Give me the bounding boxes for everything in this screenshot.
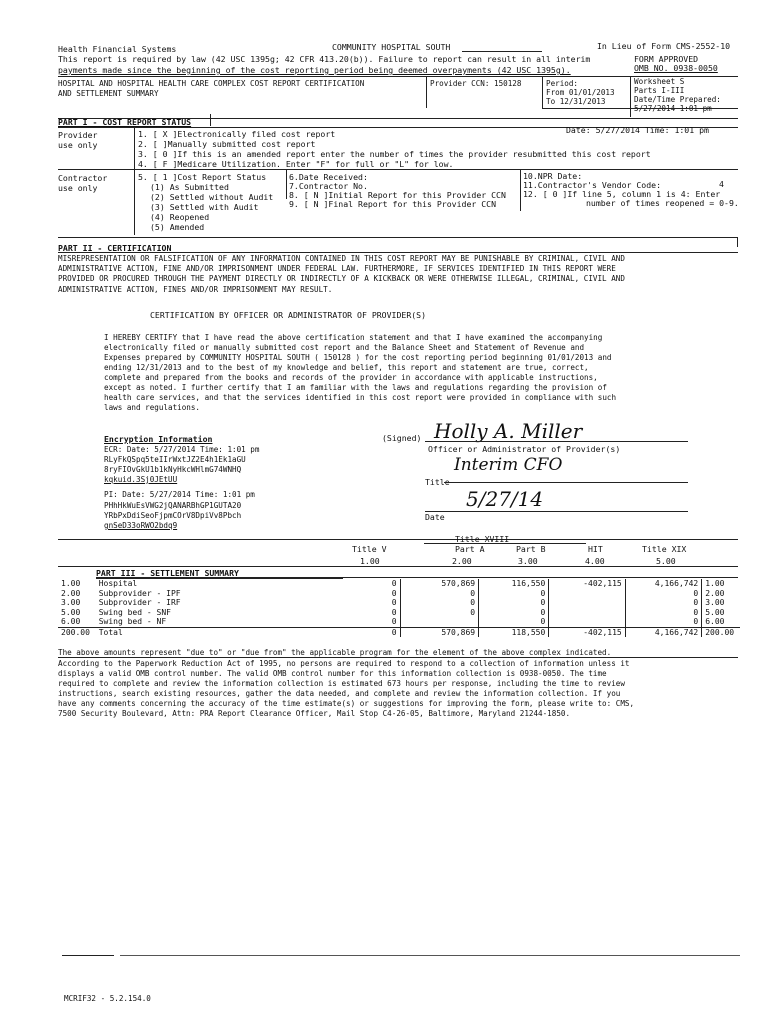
status-line-3: 3. [ 0 ]If this is an amended report enter the number of times the provider resubmitted this cost report	[138, 149, 651, 159]
cell-hit	[549, 598, 625, 608]
contractor-use-label-1: Contractor	[58, 173, 108, 183]
cell-hit	[549, 589, 625, 599]
contractor-line-12a: 12. [ 0 ]If line 5, column 1 is 4: Enter	[523, 189, 721, 199]
status-option-3: (3) Settled with Audit	[150, 202, 259, 212]
col-header-title-v: Title V	[352, 544, 387, 554]
cell-hit: -402,115	[549, 627, 625, 637]
contractor-line-7: 7.Contractor No.	[289, 181, 368, 191]
cell-title-xix: 0	[625, 608, 701, 618]
col-number-3: 3.00	[518, 556, 538, 566]
software-version: MCRIF32 - 5.2.154.0	[64, 994, 151, 1003]
authority-line-2: payments made since the beginning of the cost reporting period being deemed overpayments (42 USC 1395g).	[58, 65, 571, 75]
status-option-1: (1) As Submitted	[150, 182, 229, 192]
ecr-line: ECR: Date: 5/27/2014 Time: 1:01 pm	[104, 445, 260, 454]
ecr-code-3: kqkuid.3Sj0JEtUU	[104, 475, 178, 484]
part1-heading: PART I - COST REPORT STATUS	[58, 117, 192, 127]
cell-hit	[549, 617, 625, 627]
org-name: Health Financial Systems	[58, 44, 177, 54]
divider	[462, 51, 542, 52]
cell-hit	[549, 608, 625, 618]
period-from: From 01/01/2013	[546, 88, 615, 97]
cell-title-xix: 4,166,742	[625, 579, 701, 589]
ecr-code-1: RLyFkQSpq5teIIrWxtJZ2E4h1Ek1aGU	[104, 455, 246, 464]
cert-line-8: laws and regulations.	[104, 403, 201, 412]
period-to: To 12/31/2013	[546, 97, 606, 106]
footer-rule	[62, 955, 114, 956]
row-number-right: 6.00	[705, 617, 725, 626]
contractor-line-8: 8. [ N ]Initial Report for this Provider CCN	[289, 190, 506, 200]
cell-part-a: 0	[400, 598, 479, 608]
row-number-right: 2.00	[705, 588, 725, 598]
row-label: Subprovider - IPF	[98, 588, 181, 598]
status-line-4: 4. [ F ]Medicare Utilization. Enter "F" for full or "L" for low.	[138, 159, 454, 169]
status-line-1: 1. [ X ]Electronically filed cost report	[138, 129, 336, 139]
line-number: 2.00	[61, 588, 81, 598]
form-reference: In Lieu of Form CMS-2552-10	[597, 41, 731, 51]
table-row	[58, 627, 740, 637]
cell-title-v: 0	[343, 598, 400, 608]
settlement-table	[58, 578, 740, 637]
cert-line-2: electronically filed or manually submitted cost report and the Balance Sheet and Statement of Revenue and	[104, 343, 585, 352]
part2-heading: PART II - CERTIFICATION	[58, 243, 172, 253]
cert-line-1: I HEREBY CERTIFY that I have read the above certification statement and that I have examined the accompanying	[104, 333, 603, 342]
report-title-1: HOSPITAL AND HOSPITAL HEALTH CARE COMPLEX COST REPORT CERTIFICATION	[58, 79, 365, 88]
col-number-4: 4.00	[585, 556, 605, 566]
certification-title: CERTIFICATION BY OFFICER OR ADMINISTRATOR OF PROVIDER(S)	[150, 310, 427, 320]
warning-line-4: ADMINISTRATIVE ACTION, FINES AND/OR IMPRISONMENT MAY RESULT.	[58, 285, 333, 294]
divider	[424, 543, 586, 544]
paperwork-line-2: displays a valid OMB control number. The valid OMB control number for this information collection is 0938-0050. The time	[58, 669, 607, 678]
divider	[58, 237, 738, 238]
cell-title-xix: 0	[625, 617, 701, 627]
officer-label: Officer or Administrator of Provider(s)	[428, 444, 621, 454]
date-label: Date	[425, 512, 445, 522]
cell-title-v: 0	[343, 627, 400, 637]
row-label: Total	[98, 627, 123, 637]
signed-label: (Signed)	[382, 433, 422, 443]
date-handwritten: 5/27/14	[466, 487, 544, 511]
cell-part-b: 0	[479, 598, 549, 608]
divider	[542, 108, 738, 109]
cell-part-b: 0	[479, 617, 549, 627]
part3-heading: PART III - SETTLEMENT SUMMARY	[96, 568, 239, 578]
col-number-2: 2.00	[452, 556, 472, 566]
contractor-line-12b: number of times reopened = 0-9.	[586, 198, 739, 208]
table-row	[58, 617, 740, 627]
cell-title-v: 0	[343, 608, 400, 618]
report-title-2: AND SETTLEMENT SUMMARY	[58, 89, 159, 98]
divider	[542, 76, 543, 108]
status-line-2: 2. [ ]Manually submitted cost report	[138, 139, 316, 149]
warning-line-3: PROVIDED OR PROCURED THROUGH THE PAYMENT DIRECTLY OR INDIRECTLY OF A KICKBACK OR WERE OTHERWISE ILLEGAL, CRIMINAL, CIVIL AND	[58, 274, 625, 283]
table-row	[58, 598, 740, 608]
signature-line	[425, 441, 688, 442]
contractor-line-10: 10.NPR Date:	[523, 171, 583, 181]
pi-code-1: PHhHkWuEsVWG2jQANARBhGP1GUTA20	[104, 501, 242, 510]
cell-hit: -402,115	[549, 579, 625, 589]
col-number-1: 1.00	[360, 556, 380, 566]
line-number: 6.00	[61, 617, 81, 626]
cell-part-b: 118,550	[479, 627, 549, 637]
cell-title-xix: 0	[625, 589, 701, 599]
ecr-code-2: 8ryFIOvGkU1b1kNyHkcWHlmG74WNHQ	[104, 465, 242, 474]
status-option-5: (5) Amended	[150, 222, 205, 232]
paperwork-line-1: According to the Paperwork Reduction Act of 1995, no persons are required to respond to a collection of information unless it	[58, 659, 630, 668]
row-number-right: 1.00	[705, 578, 725, 588]
divider	[630, 76, 631, 117]
title-handwritten: Interim CFO	[454, 455, 563, 475]
paperwork-line-6: 7500 Security Boulevard, Attn: PRA Report Clearance Officer, Mail Stop C4-26-05, Baltimore, Maryland 21244-1850.	[58, 709, 571, 718]
divider	[426, 76, 427, 108]
row-number-right: 5.00	[705, 607, 725, 617]
period-label: Period:	[546, 79, 579, 88]
pi-line: PI: Date: 5/27/2014 Time: 1:01 pm	[104, 490, 255, 499]
status-option-4: (4) Reopened	[150, 212, 210, 222]
contractor-line-5: 5. [ 1 ]Cost Report Status	[138, 172, 267, 182]
row-label: Hospital	[96, 579, 343, 589]
col-number-5: 5.00	[656, 556, 676, 566]
col-header-title-xix: Title XIX	[642, 544, 687, 554]
title-xviii-header: Title XVIII	[455, 534, 510, 544]
warning-line-2: ADMINISTRATIVE ACTION, FINE AND/OR IMPRISONMENT UNDER FEDERAL LAW. FURTHERMORE, IF SERVICES IDENTIFIED IN THIS REPORT WERE	[58, 264, 616, 273]
divider	[210, 114, 211, 126]
row-label: Swing bed - SNF	[98, 607, 171, 617]
filed-date: Date: 5/27/2014 Time: 1:01 pm	[566, 125, 709, 135]
cell-part-b: 0	[479, 608, 549, 618]
col-header-part-a: Part A	[455, 544, 485, 554]
pi-code-2: YRbPxDdiSeoFjpmCOrV8DpiVv8Pbch	[104, 511, 242, 520]
paperwork-line-5: have any comments concerning the accuracy of the time estimate(s) or suggestions for improving the form, please write to: CMS,	[58, 699, 635, 708]
divider	[58, 566, 738, 567]
date-time-prepared: Date/Time Prepared:	[634, 95, 721, 104]
contractor-line-9: 9. [ N ]Final Report for this Provider CCN	[289, 199, 497, 209]
divider	[134, 169, 135, 235]
cell-part-b: 0	[479, 589, 549, 599]
cell-title-v: 0	[343, 589, 400, 599]
provider-use-label-2: use only	[58, 140, 98, 150]
divider	[134, 127, 135, 169]
footer-rule	[120, 955, 740, 956]
provider-use-label-1: Provider	[58, 130, 98, 140]
divider	[58, 252, 738, 253]
row-label: Swing bed - NF	[98, 617, 167, 626]
cell-title-xix: 0	[625, 598, 701, 608]
divider	[58, 539, 738, 540]
line-number: 200.00	[61, 627, 90, 637]
title-label: Title	[425, 477, 450, 487]
contractor-use-label-2: use only	[58, 183, 98, 193]
divider	[58, 657, 738, 658]
contractor-line-6: 6.Date Received:	[289, 172, 368, 182]
date-line	[425, 511, 688, 512]
parts: Parts I-III	[634, 86, 685, 95]
provider-name: COMMUNITY HOSPITAL SOUTH	[332, 42, 451, 52]
row-label: Subprovider - IRF	[98, 598, 181, 607]
cell-title-v: 0	[343, 579, 400, 589]
provider-ccn: Provider CCN: 150128	[430, 79, 522, 88]
signature: Holly A. Miller	[434, 419, 583, 443]
cell-part-a: 570,869	[400, 579, 479, 589]
line-number: 5.00	[61, 607, 81, 617]
paperwork-line-3: required to complete and review the information collection is estimated 673 hours per response, including the time to review	[58, 679, 625, 688]
footnote: The above amounts represent "due to" or "due from" the applicable program for the element of the above complex indicated.	[58, 648, 612, 657]
paperwork-line-4: instructions, search existing resources, gather the data needed, and complete and review the information collection. If you	[58, 689, 621, 698]
authority-line: This report is required by law (42 USC 1395g; 42 CFR 413.20(b)). Failure to report can result in all interim	[58, 54, 591, 64]
cell-part-b: 116,550	[479, 579, 549, 589]
warning-line-1: MISREPRESENTATION OR FALSIFICATION OF ANY INFORMATION CONTAINED IN THIS COST REPORT MAY BE PUNISHABLE BY CRIMINAL, CIVIL AND	[58, 254, 625, 263]
contractor-line-11: 11.Contractor's Vendor Code:	[523, 180, 662, 190]
cell-part-a	[400, 617, 479, 627]
divider	[737, 237, 738, 247]
table-row	[58, 579, 740, 589]
divider	[58, 169, 738, 170]
cell-part-a: 0	[400, 589, 479, 599]
vendor-code: 4	[719, 179, 724, 189]
col-header-part-b: Part B	[516, 544, 546, 554]
pi-code-3: gnSeD33oRWO2bdq9	[104, 521, 178, 530]
cert-line-3: Expenses prepared by COMMUNITY HOSPITAL SOUTH ( 150128 ) for the cost reporting period beginning 01/01/2013 and	[104, 353, 612, 362]
cert-line-4: ending 12/31/2013 and to the best of my knowledge and belief, this report and statement are true, correct,	[104, 363, 589, 372]
row-number-right: 3.00	[705, 598, 725, 607]
line-number: 3.00	[61, 598, 81, 607]
prepared-value: 5/27/2014 1:01 pm	[634, 104, 712, 113]
cell-part-a: 570,869	[400, 627, 479, 637]
form-approved: FORM APPROVED	[634, 54, 699, 64]
cell-title-v: 0	[343, 617, 400, 627]
table-row	[58, 608, 740, 618]
row-number-right: 200.00	[705, 627, 735, 637]
col-header-hit: HIT	[588, 544, 603, 554]
worksheet: Worksheet S	[634, 77, 685, 86]
cert-line-7: health care services, and that the services identified in this cost report were provided in compliance with such	[104, 393, 617, 402]
title-line	[444, 482, 688, 483]
table-row	[58, 589, 740, 599]
line-number: 1.00	[61, 578, 81, 588]
cert-line-6: except as noted. I further certify that I am familiar with the laws and regulations regarding the provision of	[104, 383, 607, 392]
status-option-2: (2) Settled without Audit	[150, 192, 274, 202]
omb-number: OMB NO. 0938-0050	[634, 63, 718, 73]
divider	[286, 169, 287, 199]
divider	[520, 169, 521, 211]
cert-line-5: complete and prepared from the books and records of the provider in accordance with applicable instructions,	[104, 373, 598, 382]
encryption-title: Encryption Information	[104, 434, 213, 444]
cell-part-a: 0	[400, 608, 479, 618]
cell-title-xix: 4,166,742	[625, 627, 701, 637]
